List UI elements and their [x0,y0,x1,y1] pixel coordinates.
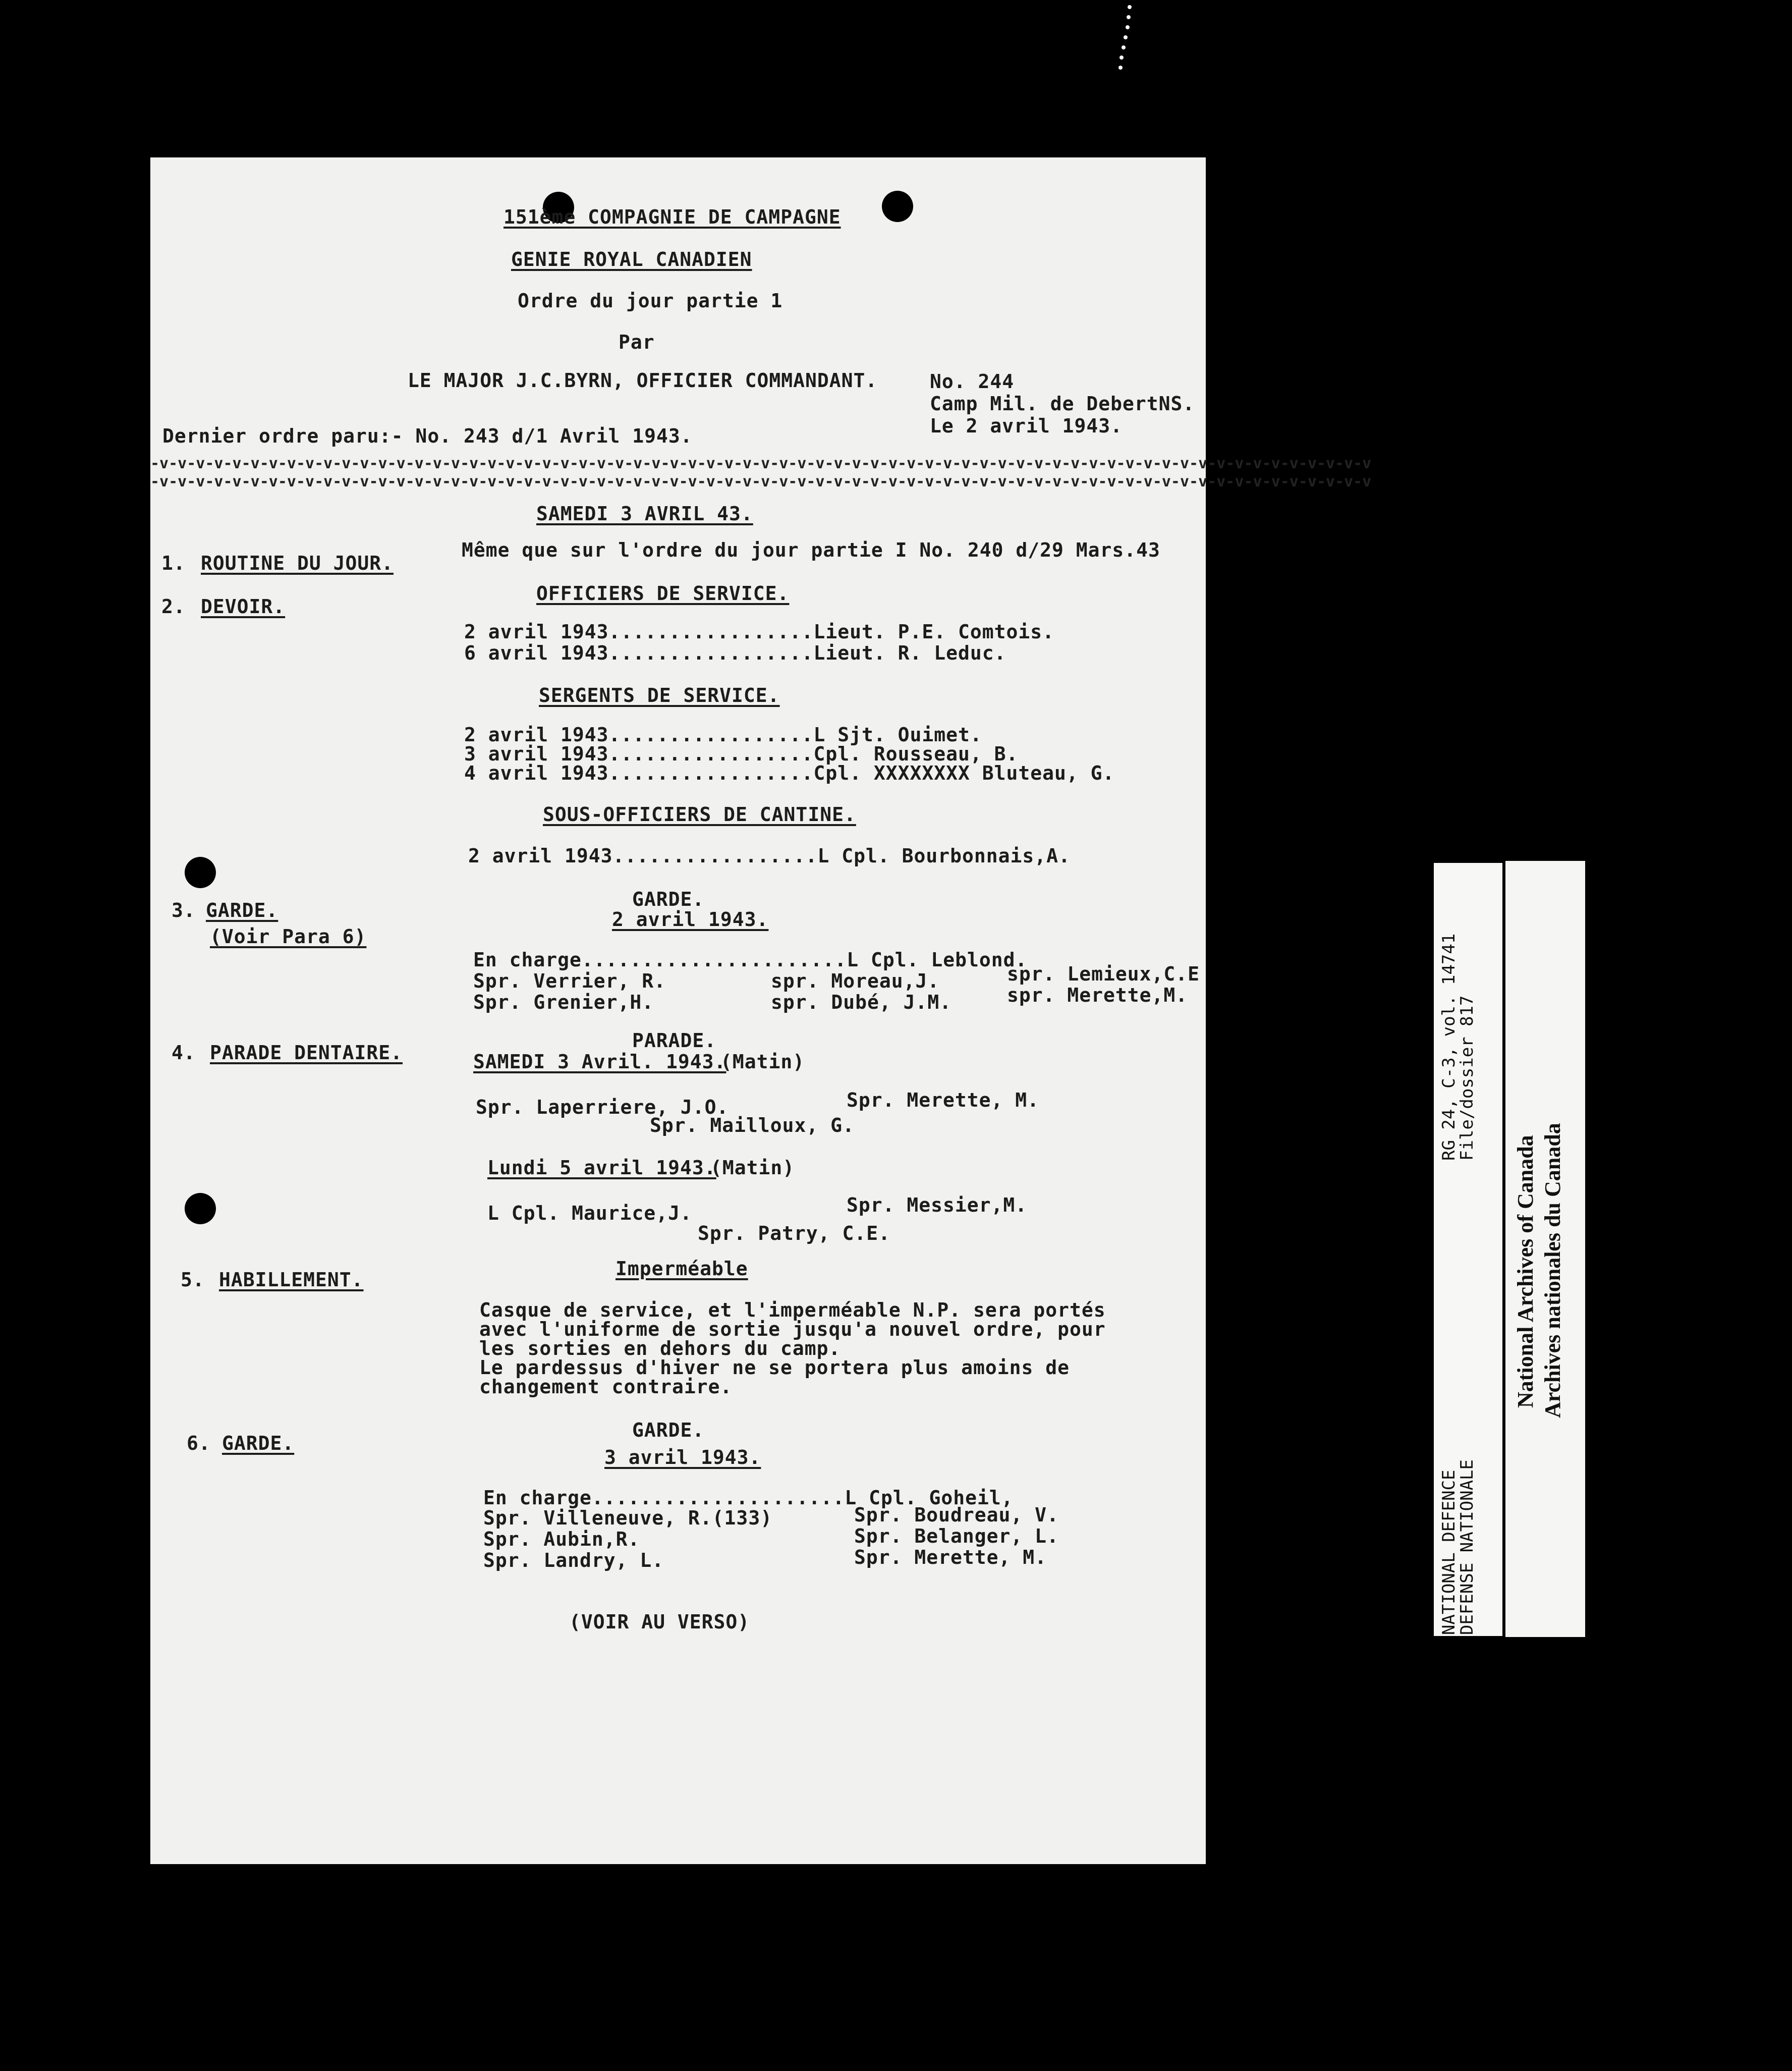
sergeants-heading: SERGENTS DE SERVICE. [539,684,780,706]
stamp-reference: File/dossier 817 [1457,995,1477,1161]
separator-line: -v-v-v-v-v-v-v-v-v-v-v-v-v-v-v-v-v-v-v-v-v-v-v-v-v-v-v-v-v-v-v-v-v-v-v-v-v-v-v-v-v-v-v-v-v-v-v-v-v-v-v-v-v-v-v-v-v-v-v-v-v-v-v-v-v-v-v [150,473,1372,490]
order-number: No. 244 [930,370,1015,393]
commander-line: LE MAJOR J.C.BYRN, OFFICIER COMMANDANT. [408,369,878,392]
guard-member: spr. Merette,M. [1007,984,1188,1006]
edge-artifact [1117,0,1138,76]
stamp-ministry: DEFENSE NATIONALE [1457,1459,1477,1635]
duty-line: 2 avril 1943.................L Cpl. Bourbonnais,A. [468,845,1071,867]
clothing-text: changement contraire. [479,1376,733,1398]
company-title: 151ème COMPAGNIE DE CAMPAGNE [503,206,841,228]
guard-date: 3 avril 1943. [604,1446,761,1468]
previous-order: Dernier ordre paru:- No. 243 d/1 Avril 1943. [162,425,693,447]
parade-member: Spr. Messier,M. [847,1194,1028,1216]
guard-member: Spr. Boudreau, V. [854,1504,1059,1526]
guard-charge: En charge......................L Cpl. Leblond. [473,949,1028,971]
parade-time: (Matin) [710,1157,795,1179]
duty-line: 6 avril 1943.................Lieut. R. Leduc. [464,642,1006,664]
duty-line: 2 avril 1943.................Lieut. P.E. Comtois. [464,621,1055,643]
section-subtitle: (Voir Para 6) [210,925,367,948]
section-number: 5. [181,1269,205,1291]
section-title: GARDE. [206,899,278,921]
guard-member: spr. Dubé, J.M. [771,991,952,1013]
duty-line: 3 avril 1943.................Cpl. Rousseau, B. [464,743,1019,765]
section-number: 2. [161,595,186,618]
parade-member: Spr. Merette, M. [847,1089,1040,1111]
parade-member: Spr. Patry, C.E. [698,1222,891,1244]
section-title: HABILLEMENT. [219,1269,364,1291]
parade-member: Spr. Mailloux, G. [650,1114,855,1136]
guard-member: Spr. Aubin,R. [483,1528,640,1550]
clothing-text: Le pardessus d'hiver ne se portera plus amoins de [479,1356,1070,1379]
stamp-archive: National Archives of Canada [1513,1135,1538,1408]
section-title: GARDE. [222,1432,295,1454]
guard-heading: GARDE. [632,888,705,910]
clothing-text: les sorties en dehors du camp. [479,1337,841,1359]
guard-member: spr. Moreau,J. [771,970,940,992]
section-number: 6. [187,1432,211,1454]
guard-member: Spr. Grenier,H. [473,991,654,1013]
separator-line: -v-v-v-v-v-v-v-v-v-v-v-v-v-v-v-v-v-v-v-v-v-v-v-v-v-v-v-v-v-v-v-v-v-v-v-v-v-v-v-v-v-v-v-v-v-v-v-v-v-v-v-v-v-v-v-v-v-v-v-v-v-v-v-v-v-v-v [150,455,1372,472]
typed-document [150,157,1372,1864]
stamp-archive: Archives nationales du Canada [1540,1123,1565,1418]
guard-date: 2 avril 1943. [612,908,769,931]
order-date: Le 2 avril 1943. [930,415,1123,437]
camp-name: Camp Mil. de DebertNS. [930,393,1195,415]
guard-member: spr. Lemieux,C.E [1007,963,1200,985]
punch-hole [185,1193,216,1224]
guard-member: Spr. Landry, L. [483,1549,664,1571]
punch-hole [185,857,216,888]
parade-member: L Cpl. Maurice,J. [487,1202,692,1224]
parade-date: Lundi 5 avril 1943. [487,1157,716,1179]
stamp-ministry: NATIONAL DEFENCE [1439,1469,1459,1635]
order-title: Ordre du jour partie 1 [518,290,783,312]
parade-date: SAMEDI 3 Avril. 1943. [473,1051,726,1073]
section-number: 4. [172,1042,196,1064]
section-title: ROUTINE DU JOUR. [201,552,394,574]
parade-member: Spr. Laperriere, J.O. [476,1096,729,1118]
duty-line: 2 avril 1943.................L Sjt. Ouimet. [464,724,982,746]
section-number: 1. [161,552,186,574]
day-heading: SAMEDI 3 AVRIL 43. [536,503,753,525]
guard-member: Spr. Villeneuve, R.(133) [483,1507,773,1529]
parade-time: (Matin) [720,1051,805,1073]
punch-hole [882,191,913,222]
corps-title: GENIE ROYAL CANADIEN [511,248,752,270]
section-title: DEVOIR. [201,595,286,618]
officers-heading: OFFICIERS DE SERVICE. [536,582,790,605]
stamp-reference: RG 24, C-3, vol. 14741 [1439,933,1459,1161]
guard-charge: En charge.....................L Cpl. Goheil, [483,1487,1014,1509]
footer-note: (VOIR AU VERSO) [569,1611,750,1633]
par-label: Par [619,331,655,353]
section-title: PARADE DENTAIRE. [210,1042,403,1064]
routine-text: Même que sur l'ordre du jour partie I No. 240 d/29 Mars.43 [462,539,1160,561]
guard-heading: GARDE. [632,1419,705,1441]
clothing-text: avec l'uniforme de sortie jusqu'a nouvel ordre, pour [479,1318,1106,1340]
guard-member: Spr. Belanger, L. [854,1525,1059,1547]
canteen-heading: SOUS-OFFICIERS DE CANTINE. [543,803,856,826]
clothing-text: Casque de service, et l'imperméable N.P. sera portés [479,1299,1106,1321]
guard-member: Spr. Verrier, R. [473,970,666,992]
duty-line: 4 avril 1943.................Cpl. XXXXXXXX Bluteau, G. [464,762,1115,784]
clothing-heading: Imperméable [615,1258,748,1280]
section-number: 3. [172,899,196,921]
guard-member: Spr. Merette, M. [854,1546,1047,1568]
parade-heading: PARADE. [632,1029,717,1052]
